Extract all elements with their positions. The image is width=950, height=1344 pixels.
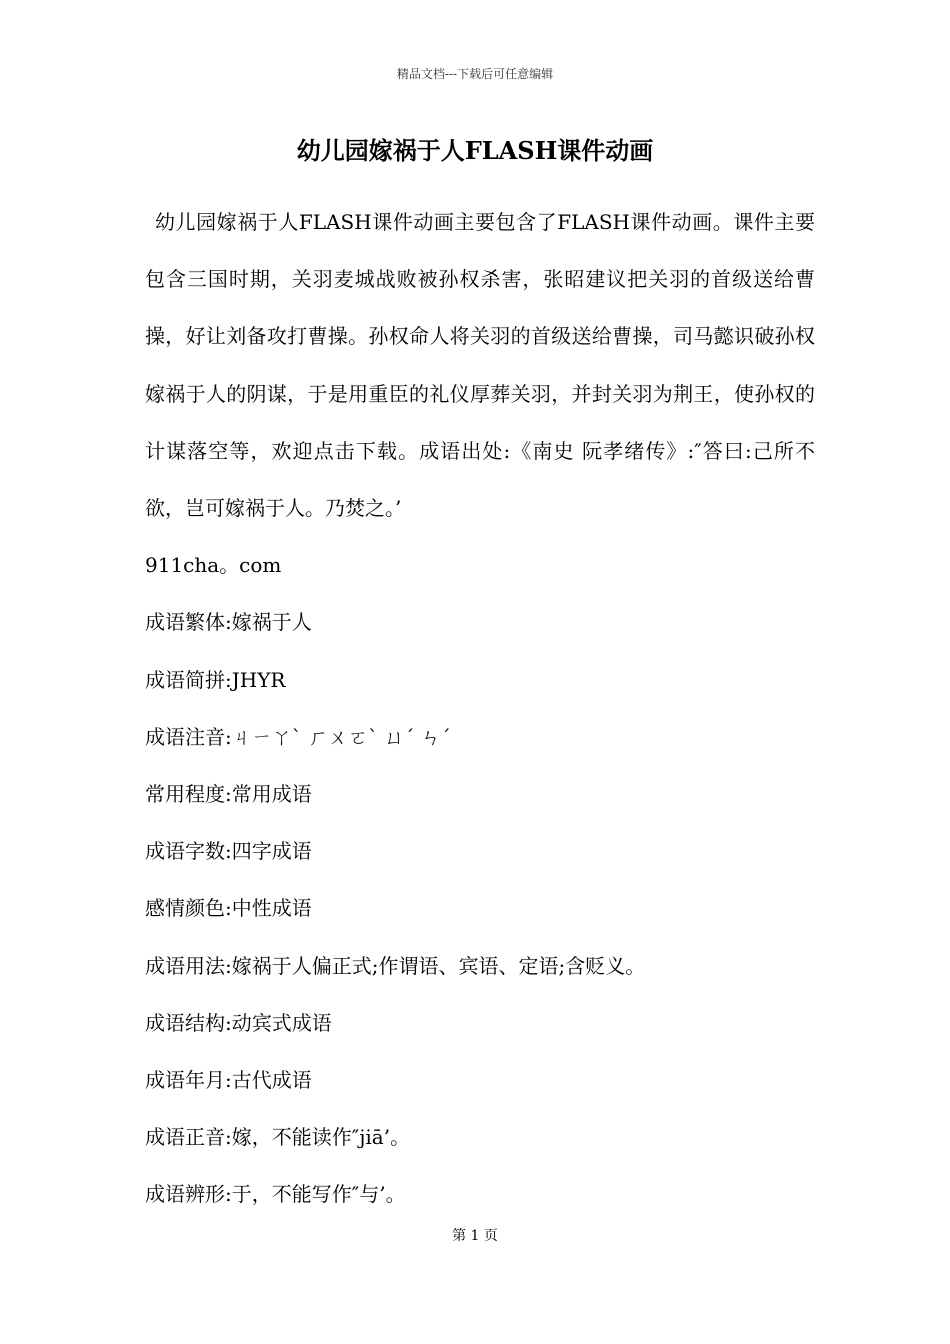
entry-line: 成语正音:嫁，不能读作″jiā’。: [145, 1125, 411, 1150]
entry-line: 成语字数:四字成语: [145, 839, 312, 864]
entry-line: 成语繁体:嫁祸于人: [145, 610, 312, 635]
entry-line: 成语简拼:JHYR: [145, 667, 286, 692]
document-title: 幼儿园嫁祸于人FLASH课件动画: [296, 136, 654, 165]
entry-line: 成语用法:嫁祸于人偏正式;作谓语、宾语、定语;含贬义。: [145, 953, 646, 978]
entry-line: 感情颜色:中性成语: [145, 896, 312, 921]
document-body: [145, 194, 815, 1224]
entry-line: 成语注音:ㄐㄧㄚˋ ㄏㄨㄛˋ ㄩˊ ㄣˊ: [145, 724, 451, 749]
entry-line: 成语辨形:于，不能写作″与’。: [145, 1182, 406, 1207]
entry-line: 成语结构:动宾式成语: [145, 1010, 332, 1035]
site-line: 911cha。com: [145, 553, 282, 578]
entry-line: 成语年月:古代成语: [145, 1068, 312, 1093]
entry-line: 常用程度:常用成语: [145, 782, 312, 807]
page-number: 第 1 页: [452, 1228, 498, 1244]
header-note: 精品文档---下载后可任意编辑: [396, 67, 554, 81]
intro-paragraph: 幼儿园嫁祸于人FLASH课件动画主要包含了FLASH课件动画。课件主要包含三国时期，关羽麦城战败被孙权杀害，张昭建议把关羽的首级送给曹操，好让刘备攻打曹操。孙权命人将关羽的首级送给曹操，司马懿识破孙权嫁祸于人的阴谋，于是用重臣的礼仪厚葬关羽，并封关羽为荆王，使孙权的计谋落空等，欢迎点击下载。成语出处:《南史 阮孝绪传》:″答曰:己所不欲，岂可嫁祸于人。乃焚之。’: [145, 210, 815, 521]
